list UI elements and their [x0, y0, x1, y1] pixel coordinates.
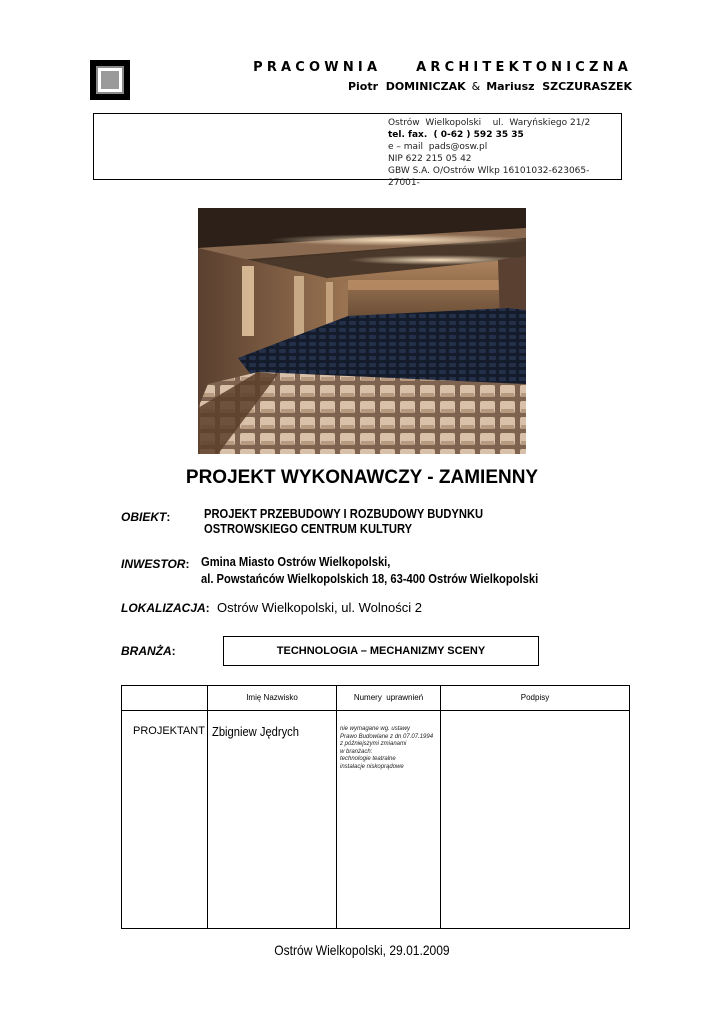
document-title: PROJEKT WYKONAWCZY - ZAMIENNY: [185, 467, 539, 488]
branza-value: TECHNOLOGIA – MECHANIZMY SCENY: [276, 645, 486, 657]
contact-phone: tel. fax. ( 0-62 ) 592 35 35: [388, 130, 524, 140]
permission-line: nie wymagane wg. ustawy: [340, 726, 411, 732]
header-signatures: Podpisy: [520, 693, 550, 702]
contact-bank: GBW S.A. O/Ostrów Wlkp 16101032-623065-27001-: [388, 166, 590, 188]
obiekt-label: [121, 510, 170, 524]
row-name: Zbigniew Jędrych: [212, 724, 299, 739]
inwestor-line-2-wrap: [201, 571, 593, 586]
row-name-wrap: [212, 724, 313, 739]
inwestor-label: [121, 557, 189, 571]
contact-details: [388, 117, 621, 189]
lokalizacja-label-text: LOKALIZACJA: [121, 601, 206, 615]
obiekt-line-2: OSTROWSKIEGO CENTRUM KULTURY: [204, 521, 413, 536]
row-permissions: [340, 726, 433, 771]
auditorium-image: [198, 208, 526, 454]
inwestor-colon: :: [185, 557, 190, 571]
branza-label-text: BRANŻA: [121, 644, 172, 658]
inwestor-line-2: al. Powstańców Wielkopolskich 18, 63-400 Ostrów Wielkopolski: [201, 571, 539, 586]
ampersand: &: [471, 80, 481, 93]
header-permissions: Numery uprawnień: [353, 693, 424, 702]
permission-line: w branżach:: [340, 748, 373, 755]
obiekt-colon: :: [166, 510, 171, 524]
footer-place-date-wrap: [0, 942, 724, 960]
obiekt-label-text: OBIEKT: [121, 510, 167, 524]
lokalizacja-colon: :: [205, 601, 210, 615]
permission-line: z późniejszymi zmianami: [340, 741, 407, 747]
lokalizacja-label: [121, 601, 210, 615]
obiekt-value: [204, 506, 529, 536]
inwestor-line-1-wrap: [201, 554, 421, 569]
firm-title: PRACOWNIA ARCHITEKTONICZNA: [253, 60, 632, 75]
permission-line: Prawo Budowlane z dn 07.07.1994: [340, 733, 434, 740]
branza-label: [121, 644, 176, 658]
contact-email: e – mail pads@osw.pl: [388, 142, 488, 152]
firm-owners: [348, 80, 632, 93]
inwestor-label-text: INWESTOR: [121, 557, 186, 571]
firm-logo: [90, 60, 130, 100]
contact-box: [93, 113, 622, 188]
branza-value-box: [223, 636, 539, 666]
owner-1: Piotr DOMINICZAK: [347, 80, 466, 93]
footer-place-date: Ostrów Wielkopolski, 29.01.2009: [274, 942, 450, 958]
owner-2: Mariusz SZCZURASZEK: [486, 80, 632, 93]
auditorium-illustration: [198, 208, 526, 454]
inwestor-line-1: Gmina Miasto Ostrów Wielkopolski,: [201, 554, 391, 569]
row-role: PROJEKTANT: [133, 725, 205, 737]
signature-area: [441, 711, 629, 927]
obiekt-line-1: PROJEKT PRZEBUDOWY I ROZBUDOWY BUDYNKU: [204, 506, 484, 521]
permission-line: technologie teatralne: [340, 756, 396, 762]
lokalizacja-value: Ostrów Wielkopolski, ul. Wolności 2: [217, 600, 422, 615]
contact-nip: NIP 622 215 05 42: [388, 154, 472, 164]
signature-table: [121, 685, 630, 929]
branza-colon: :: [171, 644, 176, 658]
contact-address: Ostrów Wielkopolski ul. Waryńskiego 21/2: [388, 118, 591, 128]
header-name: Imię Nazwisko: [246, 693, 298, 702]
permission-line: instalacje niskoprądowe: [340, 763, 404, 770]
